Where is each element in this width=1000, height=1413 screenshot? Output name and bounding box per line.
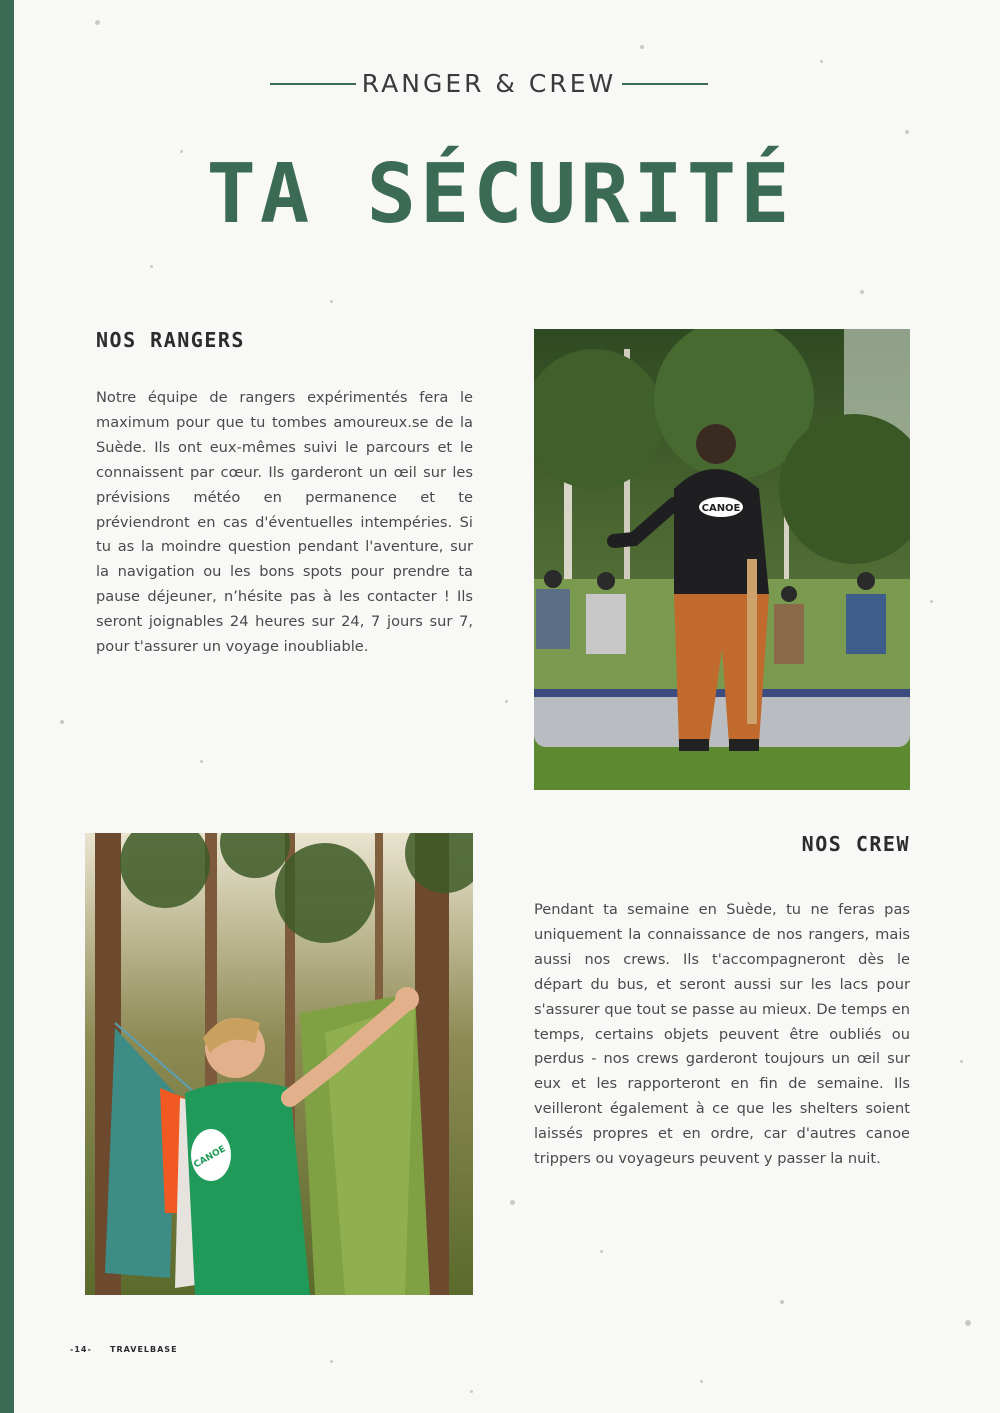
rangers-text: Notre équipe de rangers expérimentés fera le maximum pour que tu tombes amoureux.se de la Suède. Ils ont eux-mêmes suivi le parcours et le connaissent par cœur. Ils garderont un œil sur les prévisions météo en permanence et te préviendront en cas d'éventuelles intempéries. Si tu as la moindre question pendant l'aventure, sur la navigation ou les bons spots pour prendre ta pause déjeuner, n’hésite pas à les contacter ! Ils seront joignables 24 heures sur 24, 7 jours sur 7, pour t'assurer un voyage inoubliable. (96, 389, 473, 656)
page-number: -14- (70, 1345, 92, 1354)
crew-heading: NOS CREW (801, 832, 910, 856)
page-title: TA SÉCURITÉ (206, 147, 794, 242)
ranger-jacket-logo: CANOE (701, 503, 741, 514)
kicker-row (0, 66, 1000, 102)
crew-photo (85, 833, 473, 1295)
kicker-label: RANGER & CREW (361, 69, 617, 98)
kicker-line-right (622, 83, 708, 85)
ranger-photo (534, 329, 910, 790)
footer-brand: TRAVELBASE (110, 1345, 178, 1354)
kicker-line-left (270, 83, 356, 85)
crew-shirt-logo: CANOE (192, 1144, 228, 1171)
crew-text: Pendant ta semaine en Suède, tu ne feras pas uniquement la connaissance de nos rangers, mais aussi nos crews. Ils t'accompagneront dès le départ du bus, et seront aussi sur les lacs pour s'assurer que tout se passe au mieux. De temps en temps, certains objets peuvent être oubliés ou perdus - nos crews garderont toujours un œil sur eux et les rapporteront en fin de semaine. Ils veilleront également à ce que les shelters soient laissés propres et en ordre, car d'autres canoe trippers ou voyageurs peuvent y passer la nuit. (534, 901, 910, 1168)
rangers-heading: NOS RANGERS (96, 328, 245, 352)
